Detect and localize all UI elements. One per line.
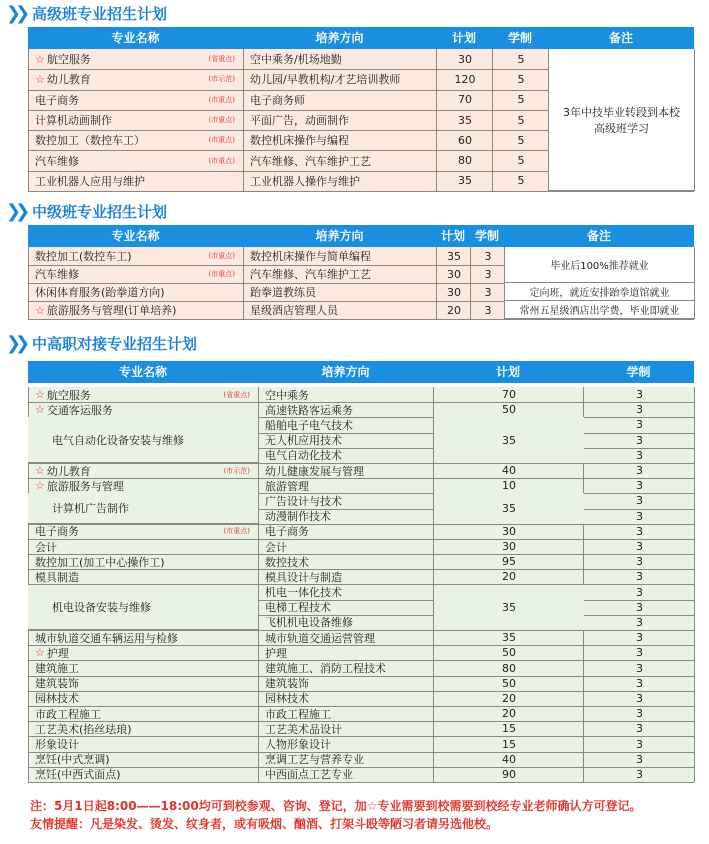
major-name: 旅游服务与管理: [46, 479, 124, 493]
cell-plan: 10: [433, 478, 584, 493]
cell-plan: 120: [436, 69, 493, 89]
cell-years: 3: [583, 417, 695, 432]
cell-years: 3: [583, 585, 695, 600]
header-remark: 备注: [586, 229, 611, 243]
cell-name: [28, 645, 258, 660]
cell-years: 3: [583, 660, 695, 675]
cell-direction: 跆拳道教练员: [243, 283, 436, 301]
star-icon: ☆: [35, 464, 45, 478]
major-name: 市政工程施工: [35, 707, 101, 721]
cell-years: 3: [583, 433, 695, 448]
major-name: 园林技术: [35, 692, 79, 706]
major-name: 休闲体育服务(跆拳道方向): [35, 286, 165, 299]
major-name: 汽车维修: [35, 154, 79, 168]
cell-direction: 建筑施工、消防工程技术: [258, 660, 433, 675]
cell-years: 3: [583, 645, 695, 660]
major-name: 工业机器人应用与维护: [35, 174, 145, 188]
section2-table: [28, 247, 695, 319]
cell-plan: 50: [433, 402, 584, 417]
cell-plan: 70: [436, 90, 493, 110]
major-name: 数控加工(数控车工): [35, 250, 132, 263]
table-row: [28, 660, 694, 676]
section3-table: [28, 387, 695, 782]
major-tag: (市示范): [208, 75, 235, 84]
major-tag: (市示范): [223, 466, 250, 475]
cell-years: 3: [583, 524, 695, 539]
major-tag: (市重点): [208, 95, 235, 104]
header-years: 学制: [507, 31, 532, 45]
cell-years: 3: [470, 283, 505, 301]
table-row: [28, 539, 694, 555]
header-name: 专业名称: [118, 365, 167, 379]
cell-plan: 20: [436, 301, 471, 319]
cell-direction: 电子商务师: [243, 90, 436, 110]
cell-name: [28, 69, 243, 89]
note-line-1: 注：5月1日起8:00——18:00均可到校参观、咨询、登记，加☆专业需要到校需要到校经专业老师确认方可登记。: [30, 799, 642, 813]
cell-name: [28, 151, 243, 171]
header-plan: 计划: [451, 31, 476, 45]
cell-years: 3: [583, 387, 695, 402]
cell-name: [28, 691, 258, 706]
cell-direction: 电气自动化技术: [258, 448, 433, 463]
major-name: 航空服务: [46, 53, 91, 67]
cell-plan: 90: [433, 767, 584, 782]
major-name: 城市轨道交通车辆运用与检修: [35, 631, 178, 645]
cell-plan: 30: [436, 49, 493, 69]
cell-plan: 20: [433, 706, 584, 721]
cell-direction: 无人机应用技术: [258, 433, 433, 448]
cell-direction: 人物形象设计: [258, 736, 433, 751]
cell-years: 3: [470, 301, 505, 319]
major-tag: (市重点): [208, 270, 235, 278]
cell-years: 5: [492, 151, 549, 171]
cell-direction: 烹调工艺与营养专业: [258, 752, 433, 767]
cell-plan: 30: [433, 539, 584, 554]
table-row: [28, 630, 694, 646]
cell-plan: 20: [433, 569, 584, 584]
section2-header: [28, 225, 694, 247]
cell-direction: 工艺美术品设计: [258, 721, 433, 736]
major-tag: (省重点): [223, 390, 250, 399]
cell-direction: 中西面点工艺专业: [258, 767, 433, 782]
header-remark: 备注: [608, 31, 633, 45]
header-direction: 培养方向: [315, 31, 364, 45]
table-row: [28, 645, 694, 661]
merged-plan-cell: 35: [433, 585, 584, 632]
cell-years: 3: [583, 676, 695, 691]
cell-direction: 高速铁路客运乘务: [258, 402, 433, 417]
cell-years: 3: [583, 736, 695, 751]
header-direction: 培养方向: [321, 365, 370, 379]
cell-plan: 80: [433, 660, 584, 675]
cell-name: [28, 301, 243, 319]
section3-header: [28, 361, 694, 383]
header-years: 学制: [626, 365, 651, 379]
cell-direction: 护理: [258, 645, 433, 660]
table-row: [28, 524, 694, 540]
cell-years: 3: [583, 554, 695, 569]
cell-direction: 船舶电子电气技术: [258, 417, 433, 432]
cell-years: 3: [583, 767, 695, 782]
header-plan: 计划: [495, 365, 520, 379]
major-name: 烹饪(中式烹调): [35, 753, 110, 767]
cell-plan: 35: [436, 171, 493, 191]
cell-years: 3: [583, 615, 695, 630]
remark-cell: 常州五星级酒店出学费，毕业即就业: [504, 301, 694, 319]
cell-years: 3: [583, 630, 695, 645]
cell-name: [28, 265, 243, 283]
cell-years: 3: [470, 265, 505, 283]
cell-direction: 会计: [258, 539, 433, 554]
cell-plan: 50: [433, 645, 584, 660]
double-chevron-icon: ❯❯: [6, 2, 25, 24]
cell-direction: 工业机器人操作与维护: [243, 171, 436, 191]
cell-years: 3: [583, 569, 695, 584]
table-row: [28, 569, 694, 585]
table-row: [28, 478, 694, 494]
cell-years: 3: [583, 509, 695, 524]
cell-years: 3: [583, 752, 695, 767]
cell-name: [28, 676, 258, 691]
major-name: 电子商务: [35, 93, 79, 107]
cell-name: [28, 752, 258, 767]
star-icon: ☆: [35, 403, 45, 417]
cell-years: 5: [492, 171, 549, 191]
cell-name: [28, 387, 258, 402]
major-tag: (市重点): [208, 116, 235, 125]
cell-plan: 95: [433, 554, 584, 569]
cell-years: 3: [583, 706, 695, 721]
cell-name: [28, 110, 243, 130]
major-tag: (市重点): [208, 136, 235, 145]
table-row: [28, 721, 694, 737]
cell-name: [28, 630, 258, 645]
cell-years: 5: [492, 49, 549, 69]
cell-years: 3: [583, 539, 695, 554]
cell-name: [28, 721, 258, 736]
major-name: 数控加工(加工中心操作工): [35, 555, 165, 569]
cell-plan: 70: [433, 387, 584, 402]
major-name: 形象设计: [35, 738, 79, 752]
merged-name-cell: 机电设备安装与维修: [28, 585, 258, 631]
major-name: 建筑施工: [35, 662, 79, 676]
header-years: 学制: [474, 229, 499, 243]
merged-name-cell: 电气自动化设备安装与维修: [28, 417, 258, 463]
header-name: 专业名称: [111, 31, 160, 45]
section2-title: ❯❯ 中级班专业招生计划: [6, 200, 168, 222]
cell-plan: 30: [436, 283, 471, 301]
cell-direction: 机电一体化技术: [258, 585, 433, 600]
table-row: [28, 402, 694, 418]
cell-years: 5: [492, 69, 549, 89]
major-name: 烹饪(中西式面点): [35, 768, 121, 782]
section1-header: [28, 27, 694, 49]
major-name: 汽车维修: [35, 268, 79, 281]
cell-name: [28, 478, 258, 493]
cell-years: 3: [470, 247, 505, 265]
table-row: [28, 767, 694, 783]
cell-name: [28, 90, 243, 110]
table-row: [28, 387, 694, 403]
header-plan: 计划: [440, 229, 465, 243]
table-row: [28, 554, 694, 570]
major-name: 建筑装饰: [35, 677, 79, 691]
cell-years: 5: [492, 130, 549, 150]
cell-direction: 数控机床操作与简单编程: [243, 247, 436, 265]
cell-direction: 模具设计与制造: [258, 569, 433, 584]
major-name: 会计: [35, 540, 57, 554]
cell-years: 3: [583, 721, 695, 736]
cell-name: [28, 539, 258, 554]
cell-years: 3: [583, 600, 695, 615]
table-row: [28, 736, 694, 752]
cell-name: [28, 706, 258, 721]
cell-years: 3: [583, 402, 695, 417]
cell-plan: 40: [433, 752, 584, 767]
cell-years: 3: [583, 478, 695, 493]
header-direction: 培养方向: [315, 229, 364, 243]
cell-direction: 幼儿健康发展与管理: [258, 463, 433, 478]
cell-years: 5: [492, 110, 549, 130]
remark-cell: 毕业后100%推荐就业: [504, 247, 694, 283]
major-name: 幼儿教育: [46, 73, 91, 87]
major-tag: (市重点): [223, 527, 250, 536]
major-name: 电子商务: [35, 525, 79, 539]
cell-years: 3: [583, 448, 695, 463]
cell-years: 3: [583, 493, 695, 508]
cell-direction: 动漫制作技术: [258, 509, 433, 524]
cell-name: [28, 736, 258, 751]
remark-cell: 3年中技毕业转段到本校高级班学习: [548, 49, 694, 191]
double-chevron-icon: ❯❯: [6, 200, 25, 222]
cell-direction: 飞机机电设备维修: [258, 615, 433, 630]
merged-name-cell: 计算机广告制作: [28, 493, 258, 523]
star-icon: ☆: [35, 388, 45, 402]
major-name: 模具制造: [35, 570, 79, 584]
major-name: 幼儿教育: [46, 464, 91, 478]
table-row: [28, 752, 694, 768]
star-icon: ☆: [35, 479, 45, 493]
table-row: [28, 706, 694, 722]
major-tag: (市重点): [208, 156, 235, 165]
cell-plan: 60: [436, 130, 493, 150]
cell-name: [28, 130, 243, 150]
cell-direction: 园林技术: [258, 691, 433, 706]
cell-plan: 30: [436, 265, 471, 283]
merged-plan-cell: 35: [433, 417, 584, 464]
major-tag: (市重点): [208, 252, 235, 260]
star-icon: ☆: [35, 646, 45, 660]
major-name: 护理: [46, 646, 69, 660]
cell-plan: 35: [436, 247, 471, 265]
cell-direction: 汽车维修、汽车维护工艺: [243, 151, 436, 171]
cell-years: 3: [583, 463, 695, 478]
cell-direction: 空中乘务/机场地勤: [243, 49, 436, 69]
cell-plan: 80: [436, 151, 493, 171]
major-name: 数控加工（数控车工）: [35, 134, 145, 148]
star-icon: ☆: [35, 72, 45, 86]
cell-plan: 15: [433, 721, 584, 736]
note-line-2: 友情提醒：凡是染发、烫发、纹身者，或有吸烟、酗酒、打架斗殴等陋习者请另选他校。: [30, 817, 499, 831]
cell-name: [28, 402, 258, 417]
table-row: [28, 463, 694, 479]
cell-years: 5: [492, 90, 549, 110]
cell-plan: 40: [433, 463, 584, 478]
cell-direction: 电梯工程技术: [258, 600, 433, 615]
table-row: [28, 676, 694, 692]
cell-name: [28, 554, 258, 569]
cell-plan: 35: [436, 110, 493, 130]
major-name: 交通客运服务: [46, 403, 113, 417]
double-chevron-icon: ❯❯: [6, 332, 25, 354]
major-name: 旅游服务与管理(订单培养): [46, 304, 177, 317]
merged-plan-cell: 35: [433, 493, 584, 524]
major-name: 工艺美术(掐丝珐琅): [35, 722, 132, 736]
cell-direction: 空中乘务: [258, 387, 433, 402]
cell-name: [28, 283, 243, 301]
cell-direction: 数控技术: [258, 554, 433, 569]
cell-name: [28, 569, 258, 584]
cell-plan: 30: [433, 524, 584, 539]
cell-plan: 15: [433, 736, 584, 751]
major-name: 航空服务: [46, 388, 91, 402]
cell-plan: 50: [433, 676, 584, 691]
major-name: 计算机动画制作: [35, 114, 112, 128]
remark-cell: 定向班，就近安排跆拳道馆就业: [504, 283, 694, 301]
cell-years: 3: [583, 691, 695, 706]
cell-direction: 电子商务: [258, 524, 433, 539]
section1-title: ❯❯ 高级班专业招生计划: [6, 2, 168, 24]
cell-direction: 汽车维修、汽车维护工艺: [243, 265, 436, 283]
cell-direction: 市政工程施工: [258, 706, 433, 721]
star-icon: ☆: [35, 52, 45, 66]
cell-plan: 20: [433, 691, 584, 706]
cell-name: [28, 247, 243, 265]
cell-direction: 星级酒店管理人员: [243, 301, 436, 319]
cell-direction: 城市轨道交通运营管理: [258, 630, 433, 645]
cell-direction: 平面广告，动画制作: [243, 110, 436, 130]
table-row: [28, 691, 694, 707]
section3-title: ❯❯ 中高职对接专业招生计划: [6, 332, 198, 354]
cell-name: [28, 660, 258, 675]
cell-direction: 幼儿园/早教机构/才艺培训教师: [243, 69, 436, 89]
cell-name: [28, 463, 258, 478]
cell-name: [28, 767, 258, 782]
cell-direction: 旅游管理: [258, 478, 433, 493]
cell-direction: 数控机床操作与编程: [243, 130, 436, 150]
header-name: 专业名称: [111, 229, 160, 243]
star-icon: ☆: [35, 303, 45, 317]
cell-direction: 广告设计与技术: [258, 493, 433, 508]
cell-name: [28, 171, 243, 191]
major-tag: (省重点): [208, 55, 235, 64]
cell-name: [28, 49, 243, 69]
cell-name: [28, 524, 258, 539]
cell-plan: 35: [433, 630, 584, 645]
section1-table: [28, 49, 695, 191]
cell-direction: 建筑装饰: [258, 676, 433, 691]
